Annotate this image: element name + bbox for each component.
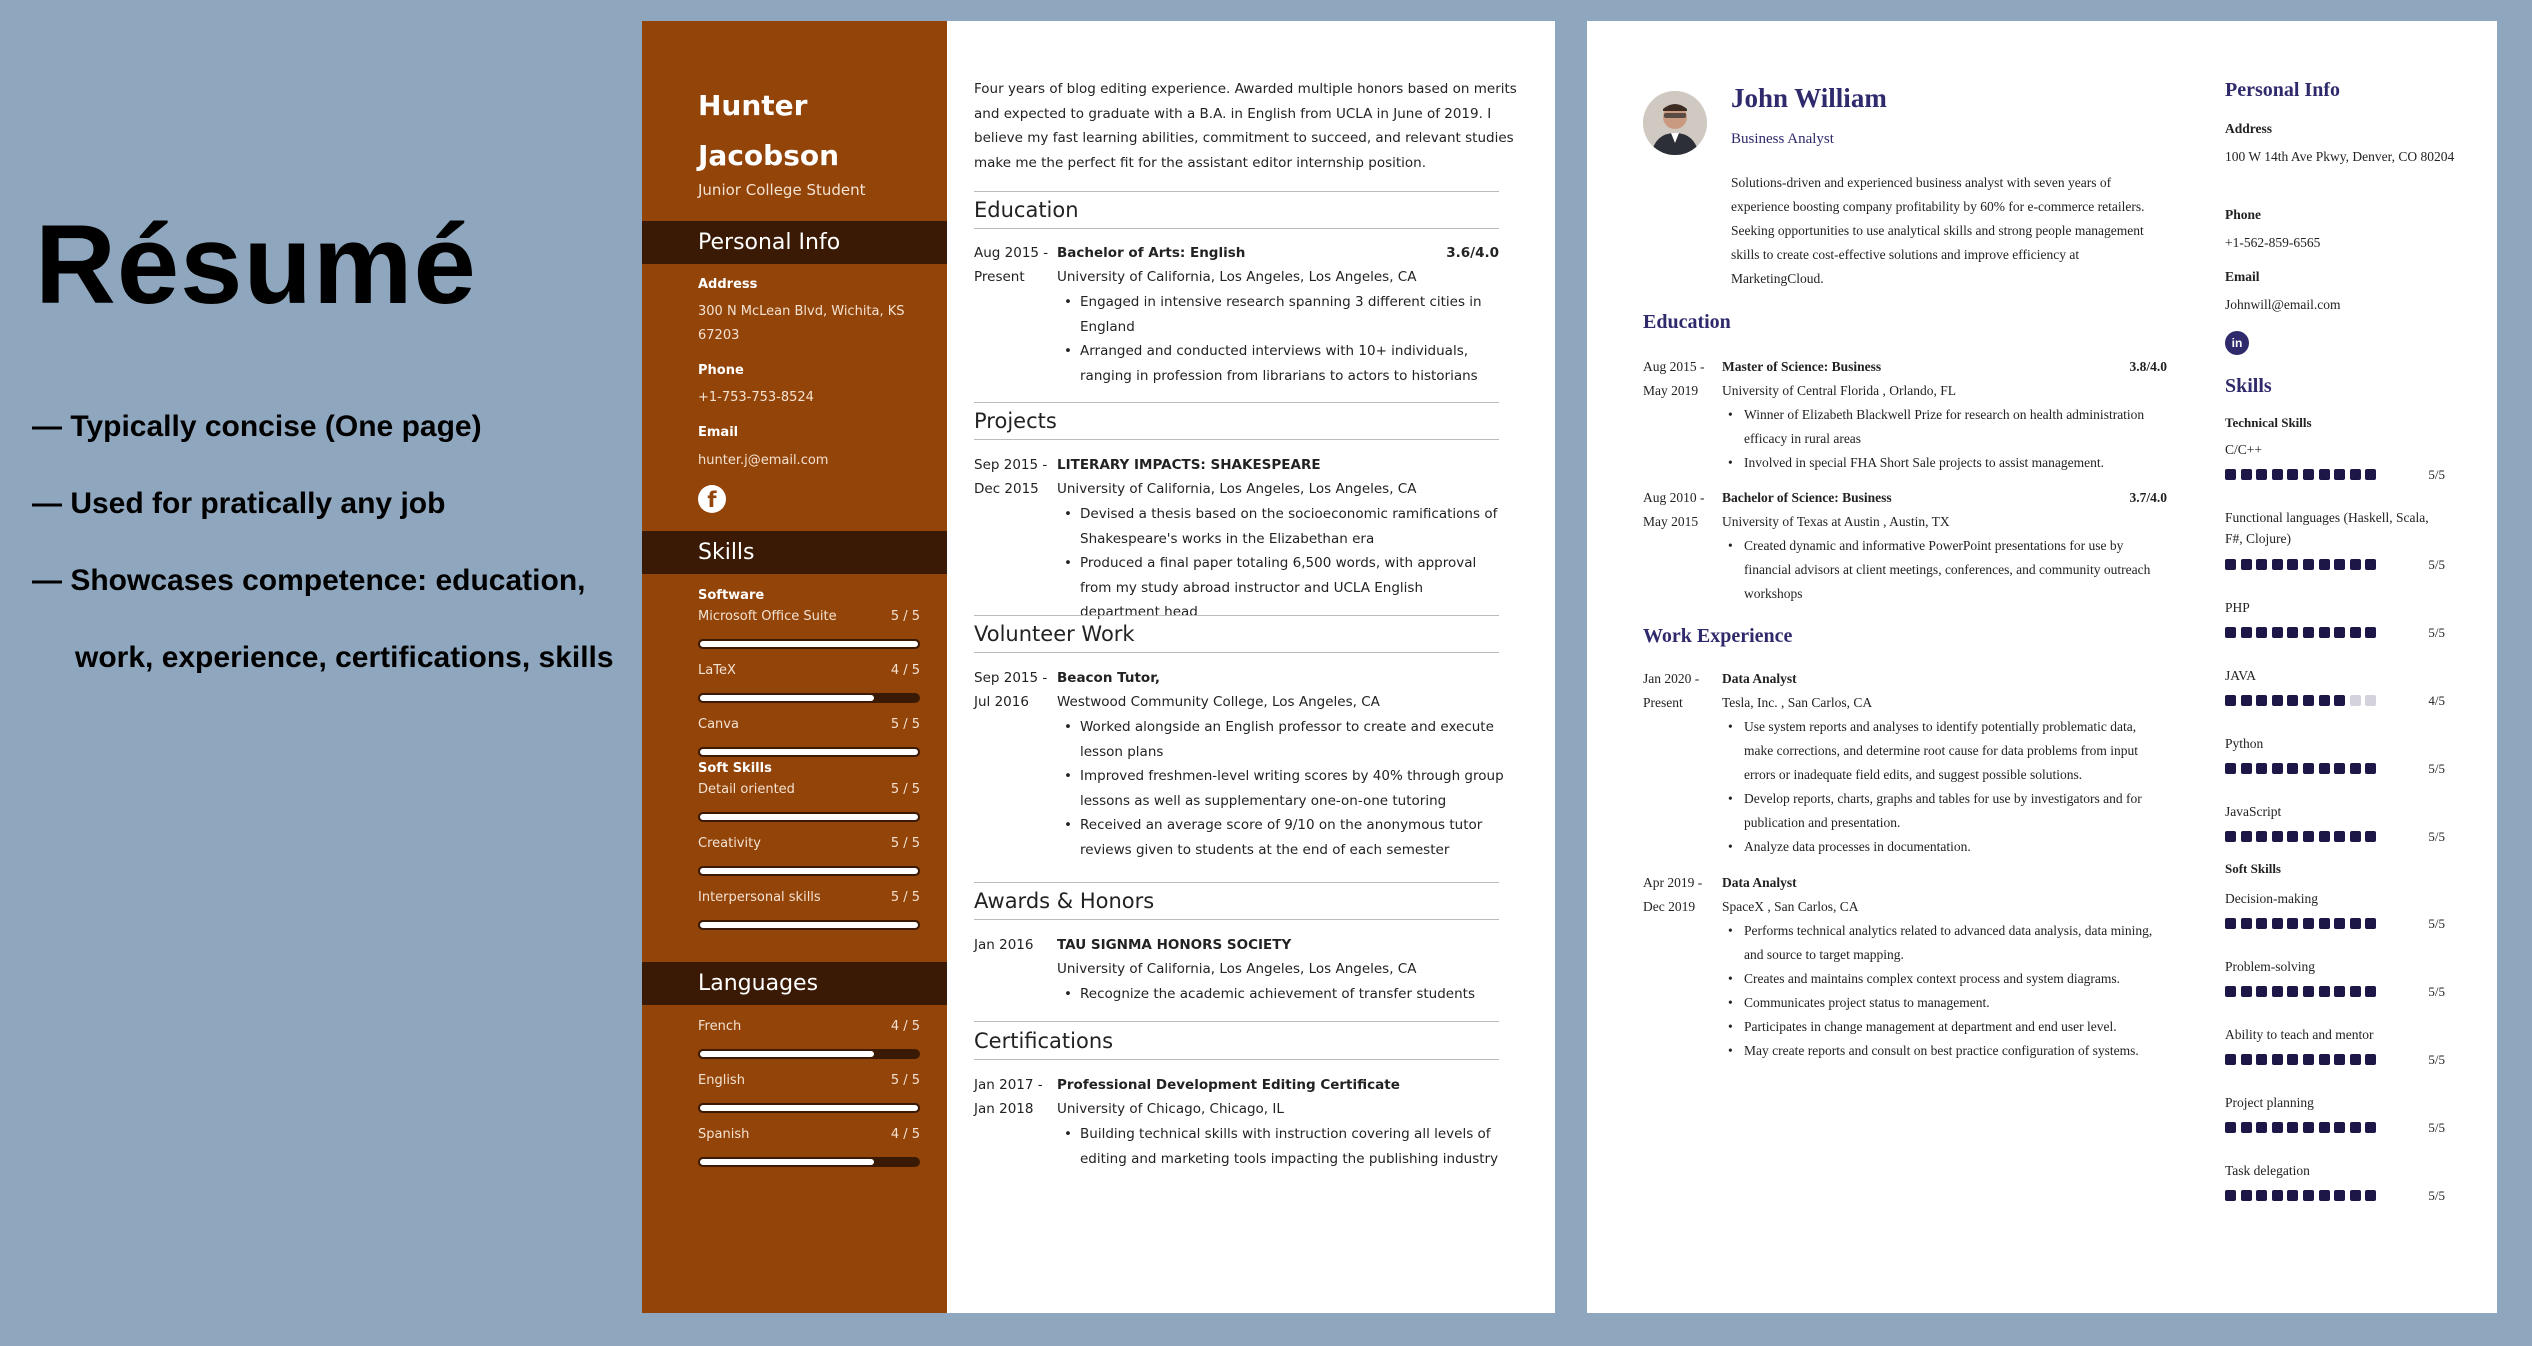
list-item: • Received an average score of 9/10 on the anonymous tutor reviews given to students at the end of each semester — [1080, 813, 1505, 862]
bullet-list — [1080, 502, 1505, 625]
skill-score: 5 / 5 — [890, 890, 920, 905]
rating-dot — [2287, 1190, 2298, 1201]
skill-rating — [2225, 627, 2445, 639]
soft-skill: Task delegation — [2225, 1163, 2310, 1178]
rating-dot — [2303, 627, 2314, 638]
rating-dot — [2241, 918, 2252, 929]
skill-bar-fill — [698, 866, 920, 876]
slide-title: Résumé — [35, 202, 477, 327]
phone-value: +1-562-859-6565 — [2225, 235, 2321, 250]
resume2-name: John William — [1731, 83, 1887, 113]
rating-dot — [2256, 763, 2267, 774]
list-item: • Worked alongside an English professor to create and execute lesson plans — [1080, 715, 1505, 764]
date: Jan 2017 - — [974, 1077, 1043, 1093]
skill-name: Canva — [698, 717, 739, 732]
skill-score: 4/5 — [2428, 693, 2445, 708]
rating-dot — [2272, 627, 2283, 638]
list-item: • Recognize the academic achievement of transfer students — [1080, 982, 1505, 1007]
rating-dot — [2334, 831, 2345, 842]
rating-dot — [2256, 627, 2267, 638]
rating-dot — [2287, 695, 2298, 706]
avatar — [1643, 91, 1707, 155]
skill-score: 5/5 — [2428, 1188, 2445, 1203]
skill-bar-fill — [698, 1103, 920, 1113]
entry-org: University of California, Los Angeles, Los Angeles, CA — [1057, 481, 1417, 497]
phone-value: +1-753-753-8524 — [698, 390, 814, 405]
rating-dot — [2256, 1190, 2267, 1201]
rating-dot — [2319, 695, 2330, 706]
rating-dot — [2303, 831, 2314, 842]
rating-dot — [2272, 1122, 2283, 1133]
rating-dot — [2319, 986, 2330, 997]
list-item: • Use system reports and analyses to identify potentially problematic data, make corrections, and determine root cause for data problems from input errors or inadequate field edits, and suggest possible solutions. — [1744, 715, 2156, 787]
entry-org: University of Central Florida , Orlando, FL — [1722, 383, 1956, 398]
address-label: Address — [2225, 121, 2273, 136]
rating-dot — [2350, 918, 2361, 929]
rating-dot — [2287, 763, 2298, 774]
rating-dot — [2272, 763, 2283, 774]
entry-title: Bachelor of Science: Business — [1722, 490, 1892, 505]
education-heading: Education — [974, 198, 1499, 229]
technical-skill: Functional languages (Haskell, Scala, F#, Clojure) — [2225, 510, 2429, 546]
bullet-list — [1744, 403, 2156, 475]
rating-dot — [2256, 469, 2267, 480]
skill-rating — [2225, 986, 2445, 998]
rating-dot — [2319, 1054, 2330, 1065]
technical-skill: C/C++ — [2225, 442, 2262, 457]
rating-dot — [2365, 986, 2376, 997]
entry-org: University of Chicago, Chicago, IL — [1057, 1101, 1284, 1117]
entry-title: Beacon Tutor, — [1057, 670, 1161, 686]
bullet-list — [1080, 715, 1505, 862]
rating-dot — [2319, 918, 2330, 929]
date: Dec 2015 — [974, 481, 1039, 497]
address-value: 300 N McLean Blvd, Wichita, KS 67203 — [698, 304, 905, 343]
skill-rating — [2225, 1122, 2445, 1134]
entry-title: Professional Development Editing Certificate — [1057, 1077, 1400, 1093]
resume-hunter-jacobson — [642, 21, 1555, 1313]
skill-bar — [698, 747, 920, 757]
skill-bar-fill — [698, 747, 920, 757]
technical-skill: Python — [2225, 736, 2264, 751]
rating-dot — [2256, 831, 2267, 842]
rating-dot — [2287, 627, 2298, 638]
divider — [974, 1021, 1499, 1022]
resume-john-william — [1587, 21, 2497, 1313]
skill-bar-fill — [698, 812, 920, 822]
bullet-list — [1744, 534, 2156, 606]
list-item: • Performs technical analytics related to advanced data analysis, data mining, and source to target mapping. — [1744, 919, 2156, 967]
skill-score: 5/5 — [2428, 467, 2445, 482]
bullet-list — [1080, 290, 1505, 388]
divider — [974, 615, 1499, 616]
rating-dot — [2256, 986, 2267, 997]
list-item: • Created dynamic and informative PowerPoint presentations for use by financial advisors at client meetings, conferences, and community outreach workshops — [1744, 534, 2156, 606]
list-item: • Participates in change management at department and end user level. — [1744, 1015, 2156, 1039]
list-item: • Produced a final paper totaling 6,500 words, with approval from my study abroad instructor and UCLA English department head — [1080, 551, 1505, 625]
rating-dot — [2334, 695, 2345, 706]
list-item: • Engaged in intensive research spanning 3 different cities in England — [1080, 290, 1505, 339]
rating-dot — [2225, 1054, 2236, 1065]
rating-dot — [2350, 1122, 2361, 1133]
slide-bullet: — Showcases competence: education, — [32, 564, 586, 597]
rating-dot — [2334, 469, 2345, 480]
rating-dot — [2272, 986, 2283, 997]
bullet-list — [1080, 1122, 1505, 1171]
date: Aug 2010 - — [1643, 490, 1705, 505]
entry-org: University of California, Los Angeles, Los Angeles, CA — [1057, 961, 1417, 977]
date: Present — [1643, 695, 1683, 710]
entry-title: LITERARY IMPACTS: SHAKESPEARE — [1057, 457, 1321, 473]
soft-skill: Decision-making — [2225, 891, 2318, 906]
rating-dot — [2272, 559, 2283, 570]
date: Sep 2015 - — [974, 670, 1048, 686]
skill-name: Spanish — [698, 1127, 750, 1142]
technical-skill: PHP — [2225, 600, 2250, 615]
personal-info-heading: Personal Info — [642, 221, 947, 264]
rating-dot — [2225, 559, 2236, 570]
skill-name: English — [698, 1073, 745, 1088]
rating-dot — [2256, 559, 2267, 570]
rating-dot — [2225, 763, 2236, 774]
rating-dot — [2303, 695, 2314, 706]
rating-dot — [2225, 627, 2236, 638]
rating-dot — [2241, 627, 2252, 638]
email-value: hunter.j@email.com — [698, 453, 829, 468]
rating-dot — [2365, 627, 2376, 638]
list-item: • Develop reports, charts, graphs and tables for use by investigators and for publication and presentation. — [1744, 787, 2156, 835]
soft-skill: Project planning — [2225, 1095, 2314, 1110]
awards-heading: Awards & Honors — [974, 889, 1499, 920]
rating-dot — [2241, 695, 2252, 706]
skill-rating — [2225, 763, 2445, 775]
skill-score: 4 / 5 — [890, 1019, 920, 1034]
rating-dot — [2319, 627, 2330, 638]
skill-bar — [698, 866, 920, 876]
rating-dot — [2272, 695, 2283, 706]
certifications-heading: Certifications — [974, 1029, 1499, 1060]
skill-bar-fill — [698, 693, 876, 703]
skills-heading: Skills — [642, 531, 947, 574]
skill-rating — [2225, 559, 2445, 571]
resume1-role: Junior College Student — [698, 181, 866, 199]
rating-dot — [2334, 1122, 2345, 1133]
skill-score: 5/5 — [2428, 916, 2445, 931]
technical-skill: JAVA — [2225, 668, 2257, 683]
rating-dot — [2334, 918, 2345, 929]
rating-dot — [2225, 1190, 2236, 1201]
software-label: Software — [698, 588, 765, 603]
rating-dot — [2365, 1122, 2376, 1133]
list-item: • May create reports and consult on best practice configuration of systems. — [1744, 1039, 2156, 1063]
rating-dot — [2350, 627, 2361, 638]
rating-dot — [2241, 763, 2252, 774]
skill-score: 5 / 5 — [890, 609, 920, 624]
skill-score: 5/5 — [2428, 761, 2445, 776]
entry-org: University of Texas at Austin , Austin, TX — [1722, 514, 1950, 529]
rating-dot — [2241, 986, 2252, 997]
skill-score: 5/5 — [2428, 1052, 2445, 1067]
resume2-role: Business Analyst — [1731, 131, 1834, 147]
rating-dot — [2256, 695, 2267, 706]
soft-skill: Problem-solving — [2225, 959, 2315, 974]
entry-title: Data Analyst — [1722, 671, 1797, 686]
skill-score: 5/5 — [2428, 984, 2445, 999]
last-name: Jacobson — [698, 139, 840, 172]
rating-dot — [2225, 469, 2236, 480]
rating-dot — [2350, 469, 2361, 480]
rating-dot — [2365, 559, 2376, 570]
soft-skills-label: Soft Skills — [2225, 861, 2281, 876]
gpa: 3.7/4.0 — [2129, 490, 2167, 505]
date: May 2019 — [1643, 383, 1699, 398]
rating-dot — [2365, 1054, 2376, 1065]
skill-name: French — [698, 1019, 742, 1034]
date: May 2015 — [1643, 514, 1699, 529]
rating-dot — [2241, 469, 2252, 480]
address-label: Address — [698, 277, 758, 292]
list-item: • Arranged and conducted interviews with 10+ individuals, ranging in profession from librarians to actors to historians — [1080, 339, 1505, 388]
rating-dot — [2256, 1122, 2267, 1133]
date: Aug 2015 - — [1643, 359, 1705, 374]
resume2-summary: Solutions-driven and experienced business analyst with seven years of experience boosting company profitability by 60% for e-commerce retailers. Seeking opportunities to use analytical skills and strong people management skills to create cost-effective solutions and improve efficiency at MarketingCloud. — [1731, 175, 2145, 286]
rating-dot — [2272, 1190, 2283, 1201]
list-item: • Communicates project status to management. — [1744, 991, 2156, 1015]
rating-dot — [2287, 1122, 2298, 1133]
rating-dot — [2303, 986, 2314, 997]
skill-rating — [2225, 918, 2445, 930]
date: Dec 2019 — [1643, 899, 1696, 914]
rating-dot — [2350, 831, 2361, 842]
entry-title: TAU SIGNMA HONORS SOCIETY — [1057, 937, 1292, 953]
gpa: 3.8/4.0 — [2129, 359, 2167, 374]
technical-skills-label: Technical Skills — [2225, 415, 2312, 430]
skill-name: Detail oriented — [698, 782, 795, 797]
rating-dot — [2272, 831, 2283, 842]
skill-score: 4 / 5 — [890, 1127, 920, 1142]
email-value: Johnwill@email.com — [2225, 297, 2341, 312]
address-value: 100 W 14th Ave Pkwy, Denver, CO 80204 — [2225, 149, 2455, 164]
rating-dot — [2319, 559, 2330, 570]
personal-info-heading: Personal Info — [2225, 79, 2340, 101]
skill-bar-fill — [698, 920, 920, 930]
rating-dot — [2303, 918, 2314, 929]
rating-dot — [2350, 1190, 2361, 1201]
rating-dot — [2225, 831, 2236, 842]
email-label: Email — [698, 425, 739, 440]
skill-bar — [698, 1103, 920, 1113]
skill-bar — [698, 693, 920, 703]
skill-score: 4 / 5 — [890, 663, 920, 678]
date: Jan 2020 - — [1643, 671, 1700, 686]
rating-dot — [2225, 918, 2236, 929]
skill-score: 5 / 5 — [890, 717, 920, 732]
projects-heading: Projects — [974, 409, 1499, 440]
linkedin-icon[interactable]: in — [2225, 331, 2249, 355]
skill-bar — [698, 1049, 920, 1059]
entry-org: Westwood Community College, Los Angeles, CA — [1057, 694, 1380, 710]
rating-dot — [2334, 986, 2345, 997]
rating-dot — [2241, 1122, 2252, 1133]
list-item: • Devised a thesis based on the socioeconomic ramifications of Shakespeare's works in the Elizabethan era — [1080, 502, 1505, 551]
slide-bullet: — Typically concise (One page) — [32, 410, 482, 443]
list-item: • Winner of Elizabeth Blackwell Prize for research on health administration efficacy in rural areas — [1744, 403, 2156, 451]
education-heading: Education — [1643, 311, 1731, 333]
list-item: • Creates and maintains complex context process and system diagrams. — [1744, 967, 2156, 991]
rating-dot — [2303, 469, 2314, 480]
divider — [974, 402, 1499, 403]
rating-dot — [2225, 986, 2236, 997]
facebook-icon[interactable]: f — [698, 485, 726, 513]
bullet-list — [1744, 715, 2156, 859]
rating-dot — [2350, 763, 2361, 774]
entry-title: Master of Science: Business — [1722, 359, 1882, 374]
rating-dot — [2303, 763, 2314, 774]
list-item: • Improved freshmen-level writing scores by 40% through group lessons as well as supplementary one-on-one tutoring — [1080, 764, 1505, 813]
rating-dot — [2287, 469, 2298, 480]
rating-dot — [2241, 1054, 2252, 1065]
rating-dot — [2319, 763, 2330, 774]
entry-org: Tesla, Inc. , San Carlos, CA — [1722, 695, 1873, 710]
resume1-name — [698, 81, 938, 181]
skill-rating — [2225, 1054, 2445, 1066]
rating-dot — [2272, 918, 2283, 929]
rating-dot — [2225, 695, 2236, 706]
skill-score: 5 / 5 — [890, 836, 920, 851]
skill-rating — [2225, 1190, 2445, 1202]
date: Jan 2018 — [974, 1101, 1034, 1117]
rating-dot — [2272, 469, 2283, 480]
skill-score: 5/5 — [2428, 1120, 2445, 1135]
entry-org: University of California, Los Angeles, Los Angeles, CA — [1057, 269, 1417, 285]
skill-name: Creativity — [698, 836, 761, 851]
skill-score: 5 / 5 — [890, 1073, 920, 1088]
skill-rating — [2225, 831, 2445, 843]
phone-label: Phone — [698, 363, 744, 378]
skill-bar-fill — [698, 1157, 876, 1167]
bullet-list — [1744, 919, 2156, 1063]
rating-dot — [2287, 918, 2298, 929]
slide-bullet: — Used for pratically any job — [32, 487, 446, 520]
rating-dot — [2350, 695, 2361, 706]
email-label: Email — [2225, 269, 2260, 284]
divider — [974, 882, 1499, 883]
rating-dot — [2350, 1054, 2361, 1065]
rating-dot — [2319, 831, 2330, 842]
work-heading: Work Experience — [1643, 625, 1793, 647]
gpa: 3.6/4.0 — [1446, 245, 1499, 261]
date: Jul 2016 — [974, 694, 1029, 710]
rating-dot — [2303, 1122, 2314, 1133]
rating-dot — [2225, 1122, 2236, 1133]
skill-bar-fill — [698, 1049, 876, 1059]
rating-dot — [2287, 986, 2298, 997]
date: Aug 2015 - — [974, 245, 1049, 261]
skill-rating — [2225, 695, 2445, 707]
skill-bar — [698, 639, 920, 649]
rating-dot — [2365, 918, 2376, 929]
skill-bar — [698, 812, 920, 822]
date: Present — [974, 269, 1025, 285]
resume1-summary: Four years of blog editing experience. Awarded multiple honors based on merits and expected to graduate with a B.A. in English from UCLA in June of 2019. I believe my fast learning abilities, commitment to succeed, and relevant studies make me the perfect fit for the assistant editor internship position. — [974, 81, 1517, 171]
rating-dot — [2350, 559, 2361, 570]
rating-dot — [2241, 1190, 2252, 1201]
rating-dot — [2287, 1054, 2298, 1065]
slide-bullet: work, experience, certifications, skills — [75, 641, 614, 674]
rating-dot — [2334, 559, 2345, 570]
rating-dot — [2334, 627, 2345, 638]
entry-org: SpaceX , San Carlos, CA — [1722, 899, 1859, 914]
rating-dot — [2334, 763, 2345, 774]
phone-label: Phone — [2225, 207, 2262, 222]
rating-dot — [2365, 1190, 2376, 1201]
rating-dot — [2365, 763, 2376, 774]
rating-dot — [2319, 1122, 2330, 1133]
entry-title: Data Analyst — [1722, 875, 1797, 890]
bullet-list — [1080, 982, 1505, 1007]
rating-dot — [2365, 831, 2376, 842]
skill-score: 5/5 — [2428, 557, 2445, 572]
rating-dot — [2303, 559, 2314, 570]
rating-dot — [2365, 469, 2376, 480]
skill-name: Microsoft Office Suite — [698, 609, 837, 624]
soft-skill: Ability to teach and mentor — [2225, 1027, 2374, 1042]
first-name: Hunter — [698, 89, 808, 122]
rating-dot — [2365, 695, 2376, 706]
list-item: • Building technical skills with instruction covering all levels of editing and marketing tools impacting the publishing industry — [1080, 1122, 1505, 1171]
rating-dot — [2272, 1054, 2283, 1065]
skill-score: 5 / 5 — [890, 782, 920, 797]
rating-dot — [2334, 1190, 2345, 1201]
skill-bar-fill — [698, 639, 920, 649]
rating-dot — [2256, 918, 2267, 929]
volunteer-heading: Volunteer Work — [974, 622, 1499, 653]
rating-dot — [2287, 559, 2298, 570]
skill-bar — [698, 1157, 920, 1167]
rating-dot — [2287, 831, 2298, 842]
skill-rating — [2225, 469, 2445, 481]
languages-heading: Languages — [642, 962, 947, 1005]
entry-title: Bachelor of Arts: English — [1057, 245, 1246, 261]
soft-skills-label: Soft Skills — [698, 761, 772, 776]
rating-dot — [2241, 559, 2252, 570]
rating-dot — [2241, 831, 2252, 842]
date: Apr 2019 - — [1643, 875, 1703, 890]
rating-dot — [2334, 1054, 2345, 1065]
date: Jan 2016 — [974, 937, 1034, 953]
skill-bar — [698, 920, 920, 930]
divider — [974, 191, 1499, 192]
technical-skill: JavaScript — [2225, 804, 2282, 819]
skill-score: 5/5 — [2428, 829, 2445, 844]
list-item: • Analyze data processes in documentation. — [1744, 835, 2156, 859]
resume1-sidebar — [642, 21, 947, 1313]
rating-dot — [2350, 986, 2361, 997]
list-item: • Involved in special FHA Short Sale projects to assist management. — [1744, 451, 2156, 475]
skill-name: LaTeX — [698, 663, 736, 678]
date: Sep 2015 - — [974, 457, 1048, 473]
rating-dot — [2319, 469, 2330, 480]
rating-dot — [2303, 1054, 2314, 1065]
rating-dot — [2256, 1054, 2267, 1065]
rating-dot — [2303, 1190, 2314, 1201]
skills-heading: Skills — [2225, 375, 2272, 397]
skill-name: Interpersonal skills — [698, 890, 821, 905]
rating-dot — [2319, 1190, 2330, 1201]
skill-score: 5/5 — [2428, 625, 2445, 640]
